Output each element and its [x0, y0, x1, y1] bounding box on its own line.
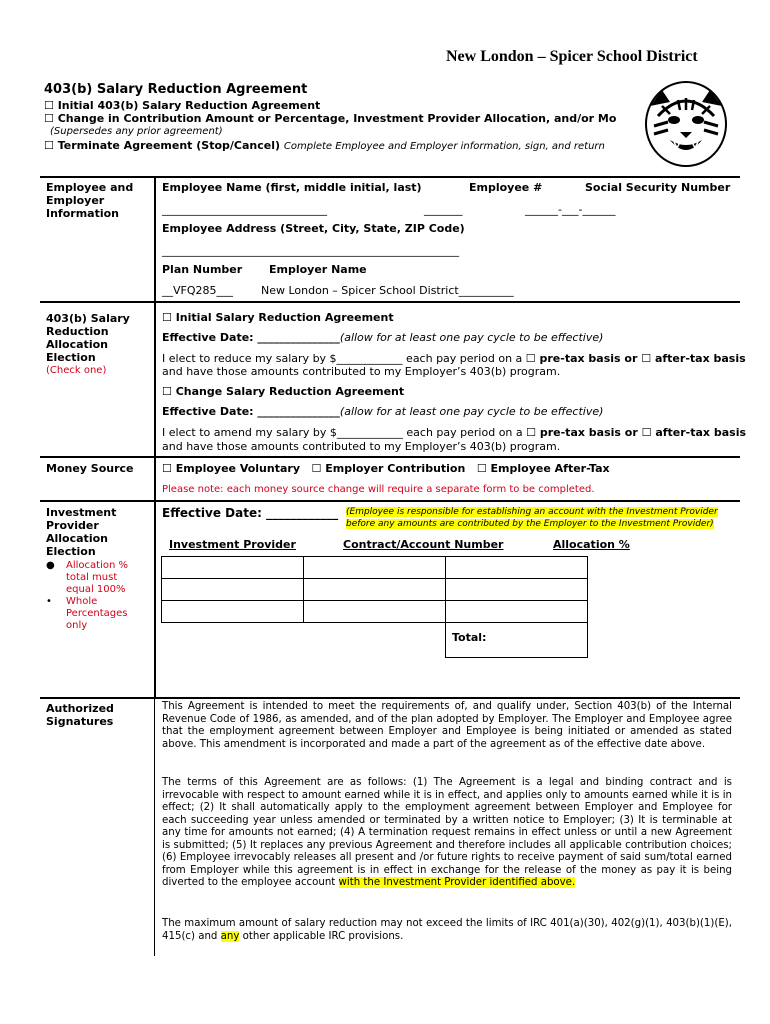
initial-agreement-option[interactable]: ☐ Initial Salary Reduction Agreement: [162, 311, 394, 324]
checkbox-icon[interactable]: ☐: [641, 426, 652, 439]
employee-number-field[interactable]: _______: [424, 203, 463, 216]
section-label-investment: Investment Provider Allocation Election: [46, 506, 117, 558]
checkbox-icon[interactable]: ☐: [44, 99, 54, 112]
divider: [40, 176, 740, 178]
agreement-paragraph-3: The maximum amount of salary reduction may not exceed the limits of IRC 401(a)(30), 402(g)(1), 403(b)(1)(E), 415(c) and any other applicable IRC provisions.: [162, 918, 732, 942]
divider: [40, 500, 740, 502]
checkbox-icon[interactable]: ☐: [476, 462, 487, 475]
section-label-allocation: 403(b) Salary Reduction Allocation Election: [46, 312, 130, 364]
checkbox-icon[interactable]: ☐: [44, 139, 54, 152]
checkbox-icon[interactable]: ☐: [526, 426, 537, 439]
provider-cell[interactable]: [162, 601, 304, 623]
reduce-salary-line: I elect to reduce my salary by $____________ each pay period on a ☐ pre-tax basis or ☐ after-tax basis: [162, 352, 746, 365]
option-terminate[interactable]: ☐ Terminate Agreement (Stop/Cancel) Complete Employee and Employer information, sign, and return: [44, 139, 605, 152]
employee-name-label: Employee Name (first, middle initial, last): [162, 181, 422, 194]
checkbox-icon[interactable]: ☐: [162, 462, 172, 475]
contract-cell[interactable]: [304, 557, 446, 579]
tiger-mascot-logo: [640, 76, 732, 168]
total-cell[interactable]: Total:: [446, 623, 588, 658]
investment-effective-date[interactable]: Effective Date: ____________: [162, 506, 339, 520]
checkbox-icon[interactable]: ☐: [311, 462, 322, 475]
ssn-label: Social Security Number: [585, 181, 731, 194]
allocation-cell[interactable]: [446, 579, 588, 601]
agreement-paragraph-2: The terms of this Agreement are as follows: (1) The Agreement is a legal and binding contract and is irrevocable with respect to amount earned while it is in effect, and applies only to amounts earned while it is in effect; (2) It shall automatically apply to the employment agreement between Employer and Employee for each succeeding year unless amended or terminated by a written notice to Employer; (3) It is terminable at any time for amounts not earned; (4) A termination request remains in effect unless or until a new Agreement is submitted; (5) It replaces any previous Agreement and therefore includes all applicable contribution choices; (6) Employee irrevocably releases all present and /or future rights to receive payment of said sum/total earned from Employer while this agreement is in effect in exchange for the release of the money as pay it is being diverted to the employee account with the Investment Provider identified above.: [162, 777, 732, 888]
money-source-options: [162, 462, 610, 475]
terminate-note: Complete Employee and Employer information, sign, and return: [283, 141, 605, 152]
form-title: 403(b) Salary Reduction Agreement: [44, 82, 308, 97]
employer-name-value: New London – Spicer School District__________: [261, 284, 514, 297]
money-employee-voluntary[interactable]: Employee Voluntary: [175, 462, 300, 475]
amend-salary-line: I elect to amend my salary by $____________ each pay period on a ☐ pre-tax basis or ☐ after-tax basis: [162, 426, 747, 439]
money-source-note: Please note: each money source change will require a separate form to be completed.: [162, 484, 595, 495]
contrib-text: and have those amounts contributed to my Employer’s 403(b) program.: [162, 365, 561, 378]
contract-cell[interactable]: [304, 601, 446, 623]
employer-name-label: Employer Name: [269, 263, 367, 276]
checkbox-icon[interactable]: ☐: [525, 352, 536, 365]
plan-number-value: __VFQ285___: [162, 284, 234, 297]
check-one-note: (Check one): [46, 365, 107, 376]
checkbox-icon[interactable]: ☐: [44, 112, 54, 125]
table-row: [162, 623, 588, 658]
col-allocation: Allocation %: [553, 538, 630, 551]
table-row: [162, 557, 588, 579]
agreement-paragraph-1: This Agreement is intended to meet the requirements of, and qualify under, Section 403(b) of the Internal Revenue Code of 1986, as amended, and of the plan adopted by Employer. The Employer and Employee agree that the employment agreement between Employer and Employee is being initiated or amended as stated above. This amendment is incorporated and made a part of the agreement as of the effective date above.: [162, 701, 732, 750]
column-divider: [154, 698, 155, 956]
employee-address-field[interactable]: ______________________________________________________: [162, 244, 459, 257]
divider: [40, 697, 740, 699]
investment-table: [161, 556, 588, 658]
allocation-cell[interactable]: [446, 601, 588, 623]
section-label-employee: Employee and Employer Information: [46, 181, 134, 220]
provider-cell[interactable]: [162, 579, 304, 601]
money-employee-aftertax[interactable]: Employee After-Tax: [490, 462, 610, 475]
change-agreement-option[interactable]: ☐ Change Salary Reduction Agreement: [162, 385, 405, 398]
divider: [40, 301, 740, 303]
option-change[interactable]: ☐ Change in Contribution Amount or Percentage, Investment Provider Allocation, and/or Mo: [44, 112, 617, 125]
supersedes-note: (Supersedes any prior agreement): [50, 126, 223, 137]
col-contract-number: Contract/Account Number: [343, 538, 504, 551]
employee-number-label: Employee #: [469, 181, 543, 194]
change-effective-date[interactable]: Effective Date: _______________(allow for at least one pay cycle to be effective): [162, 405, 604, 418]
section-label-money: Money Source: [46, 462, 134, 475]
column-divider: [154, 178, 156, 698]
checkbox-icon[interactable]: ☐: [162, 385, 172, 398]
district-name: New London – Spicer School District: [446, 48, 698, 65]
initial-effective-date[interactable]: Effective Date: _______________(allow for at least one pay cycle to be effective): [162, 331, 604, 344]
contract-cell[interactable]: [304, 579, 446, 601]
ssn-field[interactable]: ______-___-______: [525, 203, 616, 216]
checkbox-icon[interactable]: ☐: [641, 352, 652, 365]
provider-cell[interactable]: [162, 557, 304, 579]
option-initial[interactable]: ☐ Initial 403(b) Salary Reduction Agreement: [44, 99, 321, 112]
contrib-text-2: and have those amounts contributed to my Employer’s 403(b) program.: [162, 440, 561, 453]
investment-effective-note: (Employee is responsible for establishing an account with the Investment Provider before any amounts are contributed by the Employer to the Investment Provider): [346, 507, 718, 529]
money-employer-contribution[interactable]: Employer Contribution: [325, 462, 466, 475]
checkbox-icon[interactable]: ☐: [162, 311, 172, 324]
investment-bullets: ● Allocation % total must equal 100% • Whole Percentages only: [46, 560, 128, 631]
table-row: [162, 601, 588, 623]
col-investment-provider: Investment Provider: [169, 538, 296, 551]
plan-number-label: Plan Number: [162, 263, 243, 276]
section-label-signatures: Authorized Signatures: [46, 702, 114, 728]
divider: [40, 456, 740, 458]
table-row: [162, 579, 588, 601]
allocation-cell[interactable]: [446, 557, 588, 579]
employee-address-label: Employee Address (Street, City, State, ZIP Code): [162, 222, 465, 235]
employee-name-field[interactable]: ______________________________: [162, 203, 327, 216]
